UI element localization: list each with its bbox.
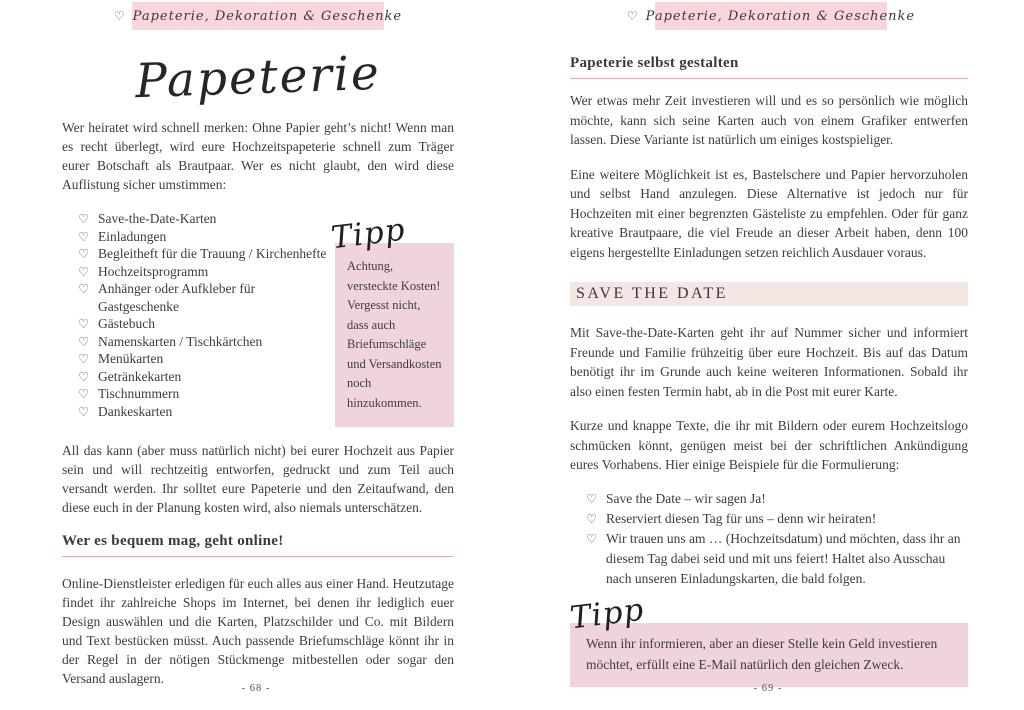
list-item-label: Hochzeitsprogramm: [98, 263, 209, 279]
list-item-label: Gästebuch: [98, 316, 155, 331]
list-item: [62, 245, 327, 263]
list-item: [62, 385, 327, 403]
online-paragraph: Online-Dienstleister erledigen für euch alles aus einer Hand. Heutzutage findet ihr zahlreiche Shops im Internet, bei denen ihr lediglich euer Design auswählen und die Karten, Platzschilder und Co. mit Bildern und Text bestücken müsst. Auch passende Briefumschläge könnt ihr in der Regel in der nötigen Stückmenge mitbestellen oder sogar den Versand auslagern.: [62, 576, 454, 686]
page-title: Papeterie: [134, 45, 382, 110]
heart-bullet-icon: ♡: [78, 211, 90, 226]
list-item-label: Reserviert diesen Tag für uns – denn wir heiraten!: [606, 510, 877, 526]
list-item-label: Save the Date – wir sagen Ja!: [606, 490, 766, 506]
tip-text: Wenn ihr informieren, aber an dieser Stelle kein Geld investieren möchtet, erfüllt eine E-Mail natürlich den gleichen Zweck.: [570, 623, 968, 687]
list-item: [570, 509, 968, 529]
list-item: [62, 263, 327, 281]
list-item: [62, 315, 327, 333]
list-item-label: Getränkekarten: [98, 368, 182, 384]
chapter-ribbon: [626, 2, 916, 30]
list-item: [62, 280, 327, 315]
list-item: [62, 333, 327, 351]
list-item-label: Wir trauen uns am … (Hochzeitsdatum) und möchten, dass ihr an diesem Tag dabei seid und mit uns feiert! Haltet also Ausschau nach unseren Einladungskarten, die bald folgen.: [606, 530, 961, 586]
paragraph-save-the-date: Mit Save-the-Date-Karten geht ihr auf Nummer sicher und informiert Freunde und Familie frühzeitig über eure Hochzeit. Bis auf das Datum benötigt ihr im Grunde auch keine weiteren Informationen. Sobald ihr also einen festen Termin habt, ab in die Post mit eurer Karte.: [570, 325, 968, 399]
intro-paragraph: Wer heiratet wird schnell merken: Ohne Papier geht’s nicht! Wenn man es recht überlegt, wird eure Hochzeitspapeterie schnell zum Träger eurer Botschaft als Brautpaar. Wer es nicht glaubt, den wird diese Auflistung sicher umstimmen:: [62, 120, 454, 192]
list-item-label: Anhänger oder Aufkleber für Gastgeschenke: [98, 281, 256, 314]
page-right: [512, 0, 1024, 710]
heart-bullet-icon: ♡: [78, 368, 90, 384]
list-item-label: Dankeskarten: [98, 403, 173, 419]
chapter-ribbon-label: Papeterie, Dekoration & Geschenke: [645, 8, 916, 24]
heart-bullet-icon: ♡: [78, 333, 90, 349]
paragraph-grafiker: Wer etwas mehr Zeit investieren will und es so persönlich wie möglich möchte, kann sich seine Karten auch von einem Grafiker entwerfen lassen. Diese Variante ist natürlich um einiges kostspieliger.: [570, 93, 968, 147]
heart-bullet-icon: ♡: [586, 490, 598, 506]
heart-bullet-icon: ♡: [78, 228, 90, 244]
page-number-right: - 69 -: [753, 683, 783, 694]
page-number-left: - 68 -: [241, 683, 271, 694]
list-item: [62, 210, 327, 228]
heart-bullet-icon: ♡: [78, 263, 90, 279]
paragraph-texte: Kurze und knappe Texte, die ihr mit Bildern oder eurem Hochzeitslogo schmücken könnt, genügen meist bei der schriftlichen Ankündigung eures Vorhabens. Hier einige Beispiele für die Formulierung:: [570, 418, 968, 472]
tip-callout: [329, 211, 454, 427]
list-item-label: Begleitheft für die Trauung / Kirchenhefte: [98, 246, 327, 261]
list-item: [62, 368, 327, 386]
chapter-ribbon: [113, 2, 403, 30]
stationery-checklist: [62, 210, 327, 427]
checklist-and-tip-row: [62, 210, 454, 427]
list-item: [570, 529, 968, 589]
paragraph-basteln: Eine weitere Möglichkeit ist es, Bastelschere und Papier hervorzuholen und selbst Hand anzulegen. Diese Alternative ist jedoch nur für Hochzeiten mit einer begrenzten Gästeliste zu empfehlen. Oder für ganz kreative Brautpaare, die viel Freude an dieser Arbeit haben, denn 100 eigens hergestellte Einladungen setzen reichlich Ausdauer voraus.: [570, 166, 968, 260]
heart-bullet-icon: ♡: [78, 246, 90, 261]
formulation-examples-list: [570, 489, 968, 589]
list-item-label: Save-the-Date-Karten: [98, 211, 217, 226]
heart-bullet-icon: ♡: [78, 316, 90, 331]
tip-text: Achtung, versteckte Kosten! Vergesst nicht, dass auch Briefumschläge und Versandkosten noch hinzukommen.: [335, 243, 454, 427]
tip-callout: [568, 591, 968, 687]
list-item: [570, 489, 968, 509]
list-item-label: Menükarten: [98, 351, 164, 366]
section-heading-online: Wer es bequem mag, geht online!: [62, 533, 454, 557]
list-item-label: Namenskarten / Tischkärtchen: [98, 333, 263, 349]
list-item: [62, 350, 327, 368]
summary-paragraph: All das kann (aber muss natürlich nicht) bei eurer Hochzeit aus Papier sein und will rechtzeitig entworfen, gedruckt und zum Teil auch versandt werden. Ihr solltet eure Papeterie und den Zeitaufwand, den diese euch in der Planung kosten wird, also niemals unterschätzen.: [62, 443, 454, 515]
heart-bullet-icon: ♡: [586, 510, 598, 526]
heart-bullet-icon: ♡: [586, 530, 598, 546]
heart-bullet-icon: ♡: [78, 386, 90, 401]
heart-bullet-icon: ♡: [78, 403, 90, 419]
list-item: [62, 403, 327, 421]
heart-bullet-icon: ♡: [78, 351, 90, 366]
list-item-label: Einladungen: [98, 228, 167, 244]
tip-script-heading: Tipp: [568, 591, 647, 636]
section-heading-save-the-date: SAVE THE DATE: [570, 282, 968, 306]
heart-icon: ♡: [626, 9, 639, 23]
chapter-ribbon-label: Papeterie, Dekoration & Geschenke: [132, 8, 403, 24]
list-item-label: Tischnummern: [98, 386, 180, 401]
tip-script-heading: Tipp: [329, 211, 408, 257]
heart-bullet-icon: ♡: [78, 281, 90, 296]
heart-icon: ♡: [113, 9, 126, 23]
list-item: [62, 228, 327, 246]
section-heading-selbst-gestalten: Papeterie selbst gestalten: [570, 55, 968, 79]
